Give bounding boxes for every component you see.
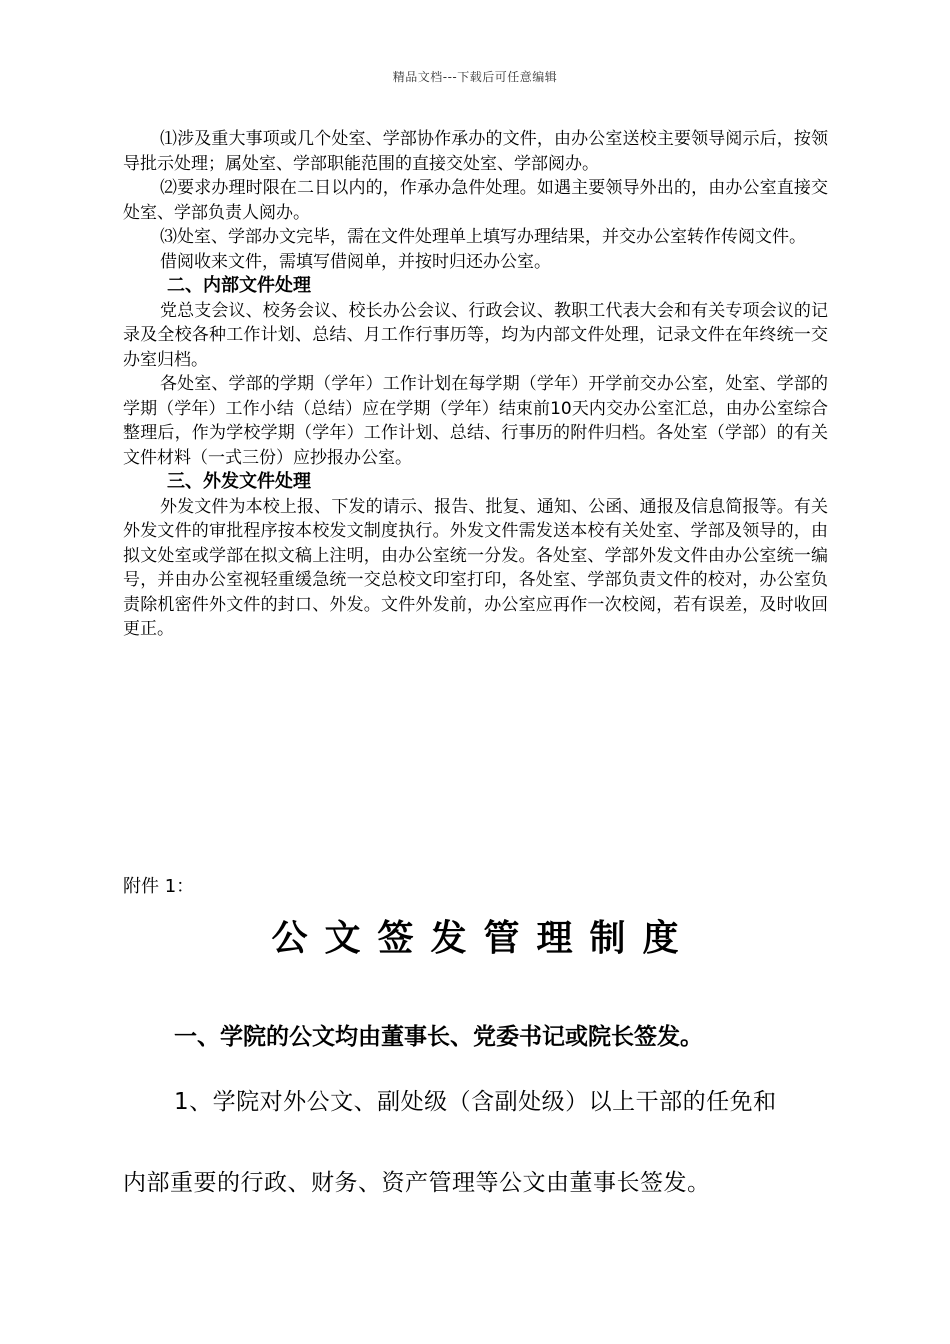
paragraph-item-3: ⑶处室、学部办文完毕，需在文件处理单上填写办理结果，并交办公室转作传阅文件。 [160, 227, 806, 247]
paragraph-external-1: 外发文件为本校上报、下发的请示、报告、批复、通知、公函、通报及信息简报等。有关外发文件的审批程序按本校发文制度执行。外发文件需发送本校有关处室、学部及领导的，由拟文处室或学部在拟文稿上注明，由办公室统一分发。各处室、学部外发文件由办公室统一编号，并由办公室视轻重缓急统一交总校文印室打印，各处室、学部负责文件的校对，办公室负责除机密件外文件的封口、外发。文件外发前，办公室应再作一次校阅，若有误差，及时收回更正。 [123, 496, 828, 639]
document-title: 公文签发管理制度 [271, 918, 696, 959]
heading-external-files: 三、外发文件处理 [167, 471, 311, 492]
paragraph-internal-2: 各处室、学部的学期（学年）工作计划在每学期（学年）开学前交办公室，处室、学部的学期（学年）工作小结（总结）应在学期（学年）结束前10天内交办公室汇总，由办公室综合整理后，作为学校学期（学年）工作计划、总结、行事历的附件归档。各处室（学部）的有关文件材料（一式三份）应抄报办公室。 [123, 374, 828, 468]
attachment-label: 附件 1： [123, 876, 195, 897]
paragraph-item-2: ⑵要求办理时限在二日以内的，作承办急件处理。如遇主要领导外出的，由办公室直接交处室、学部负责人阅办。 [123, 178, 828, 223]
paragraph-item-1: ⑴涉及重大事项或几个处室、学部协作承办的文件，由办公室送校主要领导阅示后，按领导批示处理；属处室、学部职能范围的直接交处室、学部阅办。 [123, 129, 828, 174]
page-header-watermark: 精品文档---下载后可任意编辑 [392, 70, 558, 84]
paragraph-borrow: 借阅收来文件，需填写借阅单，并按时归还办公室。 [160, 251, 551, 272]
attachment-paragraph-line-2: 内部重要的行政、财务、资产管理等公文由董事长签发。 [123, 1170, 711, 1196]
attachment-heading-1: 一、学院的公文均由董事长、党委书记或院长签发。 [174, 1024, 703, 1050]
section-incoming-files [123, 127, 828, 642]
attachment-paragraph-line-1: 1、学院对外公文、副处级（含副处级）以上干部的任免和 [174, 1089, 777, 1115]
heading-internal-files: 二、内部文件处理 [167, 275, 311, 296]
paragraph-internal-1: 党总支会议、校务会议、校长办公会议、行政会议、教职工代表大会和有关专项会议的记录及全校各种工作计划、总结、月工作行事历等，均为内部文件处理，记录文件在年终统一交办室归档。 [123, 300, 828, 370]
